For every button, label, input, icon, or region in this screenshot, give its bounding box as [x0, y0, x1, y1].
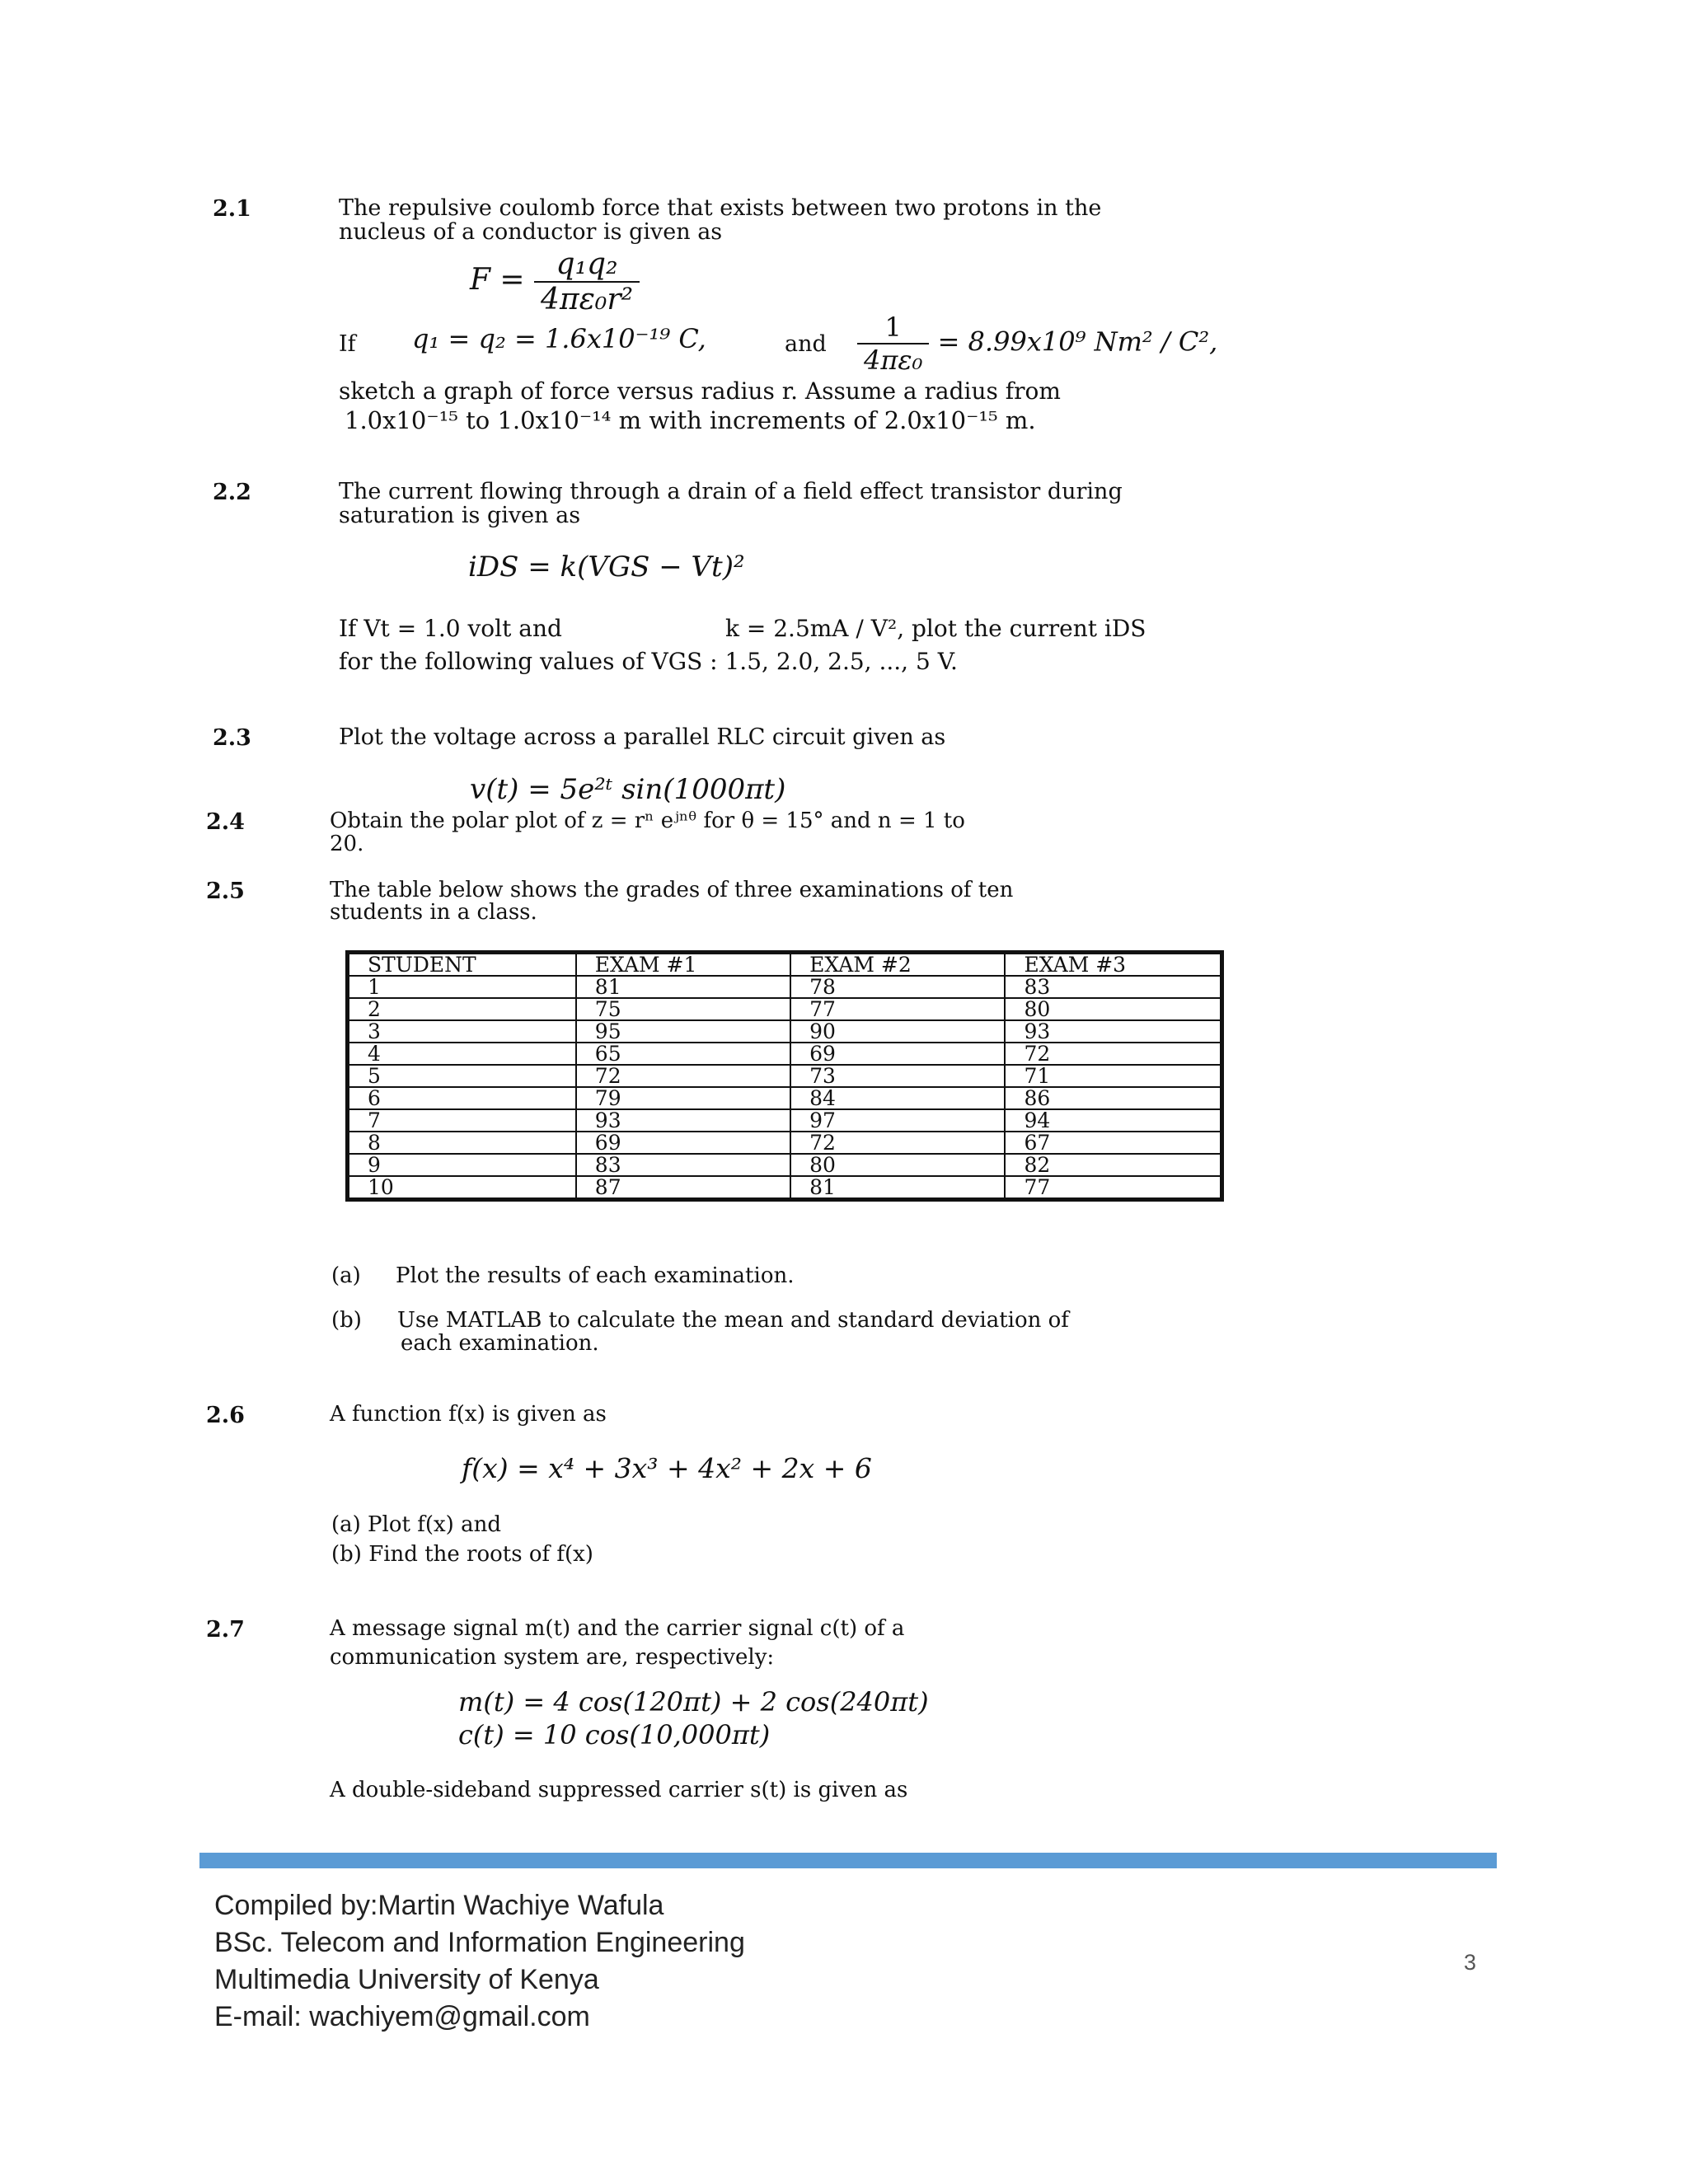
table-row [348, 1109, 1222, 1132]
table-cell: 81 [790, 1176, 1005, 1200]
question-text: The table below shows the grades of three examinations of ten [330, 878, 1014, 902]
condition-constant [857, 312, 1217, 376]
table-cell: 90 [790, 1020, 1005, 1043]
question-text: 1.0x10⁻¹⁵ to 1.0x10⁻¹⁴ m with increments of 2.0x10⁻¹⁵ m. [345, 406, 1036, 434]
question-text: k = 2.5mA / V², plot the current iDS [725, 615, 1146, 642]
page-number: 3 [1464, 1950, 1477, 1975]
table-cell: 69 [576, 1132, 790, 1154]
constant-fraction [857, 312, 929, 376]
table-cell: 6 [348, 1087, 576, 1109]
table-cell: 72 [1005, 1043, 1221, 1065]
part-text: (a) Plot f(x) and [331, 1512, 501, 1537]
condition-charges: q₁ = q₂ = 1.6x10⁻¹⁹ C, [412, 323, 706, 354]
footer-divider [199, 1853, 1497, 1868]
footer-email: E-mail: wachiyem@gmail.com [214, 2001, 590, 2032]
condition-and: and [785, 331, 827, 357]
question-text: 20. [330, 832, 364, 856]
question-text: The current flowing through a drain of a field effect transistor during [339, 479, 1123, 504]
table-cell: 94 [1005, 1109, 1221, 1132]
table-cell: 72 [790, 1132, 1005, 1154]
table-cell: 72 [576, 1065, 790, 1087]
table-cell: 81 [576, 976, 790, 998]
table-cell: 86 [1005, 1087, 1221, 1109]
table-cell: 69 [790, 1043, 1005, 1065]
question-text: Obtain the polar plot of z = rⁿ eʲⁿᶿ for θ = 15° and n = 1 to [330, 808, 965, 833]
part-text: each examination. [401, 1331, 599, 1356]
table-row [348, 998, 1222, 1020]
equation-drain-current: iDS = k(VGS − Vt)² [468, 551, 745, 583]
question-text: for the following values of VGS : 1.5, 2.0, 2.5, ..., 5 V. [339, 648, 958, 675]
question-number: 2.2 [213, 480, 251, 505]
fraction-denominator: 4πε₀r² [541, 283, 634, 316]
table-cell: 79 [576, 1087, 790, 1109]
question-text: Plot the voltage across a parallel RLC circuit given as [339, 724, 946, 750]
table-cell: 75 [576, 998, 790, 1020]
table-cell: 73 [790, 1065, 1005, 1087]
part-label: (a) [331, 1263, 361, 1288]
table-cell: 67 [1005, 1132, 1221, 1154]
table-cell: 97 [790, 1109, 1005, 1132]
grades-table [345, 950, 1224, 1202]
table-cell: 77 [1005, 1176, 1221, 1200]
part-label: (b) [331, 1308, 362, 1333]
table-cell: 77 [790, 998, 1005, 1020]
question-number: 2.3 [213, 725, 251, 751]
question-text: A double-sideband suppressed carrier s(t) is given as [330, 1778, 908, 1802]
question-text: The repulsive coulomb force that exists between two protons in the [339, 195, 1102, 221]
table-cell: 71 [1005, 1065, 1221, 1087]
table-cell: 5 [348, 1065, 576, 1087]
equation-carrier-signal: c(t) = 10 cos(10,000πt) [458, 1719, 771, 1750]
question-text: communication system are, respectively: [330, 1645, 775, 1670]
header-exam2: EXAM #2 [790, 953, 1005, 977]
table-cell: 4 [348, 1043, 576, 1065]
table-row [348, 1154, 1222, 1176]
table-row [348, 1132, 1222, 1154]
table-row [348, 1065, 1222, 1087]
header-exam1: EXAM #1 [576, 953, 790, 977]
table-cell: 82 [1005, 1154, 1221, 1176]
footer-credits [214, 1887, 745, 2036]
equation-message-signal: m(t) = 4 cos(120πt) + 2 cos(240πt) [458, 1686, 929, 1718]
equation-coulomb [470, 247, 640, 316]
equation-polynomial: f(x) = x⁴ + 3x³ + 4x² + 2x + 6 [462, 1452, 872, 1484]
question-number: 2.4 [206, 809, 245, 835]
question-text: A message signal m(t) and the carrier signal c(t) of a [330, 1616, 905, 1641]
header-exam3: EXAM #3 [1005, 953, 1221, 977]
question-number: 2.7 [206, 1617, 245, 1643]
table-cell: 8 [348, 1132, 576, 1154]
table-row [348, 1176, 1222, 1200]
equation-fraction [534, 247, 640, 316]
table-cell: 80 [790, 1154, 1005, 1176]
table-cell: 1 [348, 976, 576, 998]
part-text: (b) Find the roots of f(x) [331, 1542, 593, 1567]
footer-compiled-by: Compiled by:Martin Wachiye Wafula [214, 1890, 664, 1921]
table-cell: 9 [348, 1154, 576, 1176]
question-text: nucleus of a conductor is given as [339, 219, 723, 245]
header-student: STUDENT [348, 953, 576, 977]
table-header-row [348, 953, 1222, 977]
table-cell: 83 [576, 1154, 790, 1176]
table-cell: 84 [790, 1087, 1005, 1109]
constant-denominator: 4πε₀ [864, 344, 923, 376]
question-text: If Vt = 1.0 volt and [339, 615, 562, 642]
question-text: sketch a graph of force versus radius r. Assume a radius from [339, 377, 1061, 405]
question-number: 2.6 [206, 1403, 245, 1428]
question-number: 2.5 [206, 879, 245, 904]
table-cell: 93 [1005, 1020, 1221, 1043]
part-text: Use MATLAB to calculate the mean and standard deviation of [397, 1308, 1069, 1333]
table-row [348, 976, 1222, 998]
table-cell: 2 [348, 998, 576, 1020]
table-cell: 87 [576, 1176, 790, 1200]
table-cell: 3 [348, 1020, 576, 1043]
table-cell: 93 [576, 1109, 790, 1132]
table-row [348, 1020, 1222, 1043]
table-cell: 95 [576, 1020, 790, 1043]
question-number: 2.1 [213, 196, 251, 222]
question-text: saturation is given as [339, 503, 581, 528]
question-text: A function f(x) is given as [330, 1402, 607, 1427]
equation-rlc-voltage: v(t) = 5e²ᵗ sin(1000πt) [470, 773, 786, 806]
question-text: students in a class. [330, 900, 537, 925]
constant-numerator: 1 [857, 312, 929, 344]
table-row [348, 1043, 1222, 1065]
footer-university: Multimedia University of Kenya [214, 1964, 599, 1995]
footer-degree: BSc. Telecom and Information Engineering [214, 1927, 745, 1958]
part-text: Plot the results of each examination. [396, 1263, 795, 1288]
equation-lhs: F = [470, 263, 525, 297]
table-cell: 78 [790, 976, 1005, 998]
table-cell: 80 [1005, 998, 1221, 1020]
table-cell: 7 [348, 1109, 576, 1132]
table-cell: 65 [576, 1043, 790, 1065]
table-cell: 10 [348, 1176, 576, 1200]
table-row [348, 1087, 1222, 1109]
fraction-numerator: q₁q₂ [534, 247, 640, 283]
constant-value: = 8.99x10⁹ Nm² / C², [937, 326, 1218, 358]
condition-if: If [339, 331, 356, 357]
table-cell: 83 [1005, 976, 1221, 998]
